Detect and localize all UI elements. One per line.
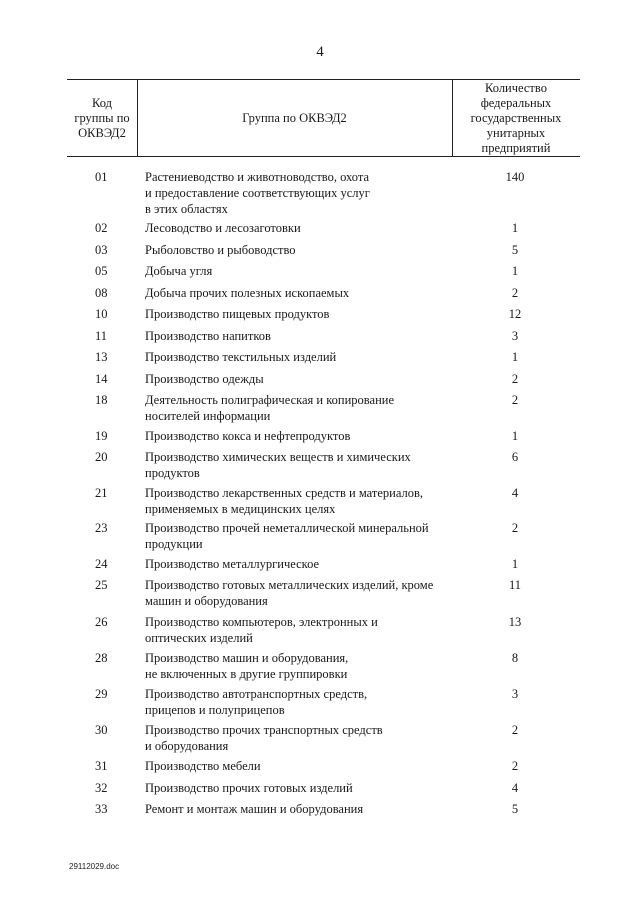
row-code: 10 (95, 307, 108, 321)
row-count: 140 (505, 170, 525, 184)
row-code: 02 (95, 221, 108, 235)
row-count: 2 (511, 521, 519, 535)
row-count: 1 (511, 557, 519, 571)
row-count: 3 (511, 687, 519, 701)
row-code: 21 (95, 486, 108, 500)
row-code: 19 (95, 429, 108, 443)
row-code: 13 (95, 350, 108, 364)
row-name: Производство одежды (145, 372, 264, 386)
row-name: Производство лекарственных средств и материалов, применяемых в медицинских целях (145, 486, 423, 516)
row-name: Ремонт и монтаж машин и оборудования (145, 802, 364, 816)
row-name: Производство готовых металлических изделий, кроме машин и оборудования (145, 578, 434, 608)
row-count: 5 (511, 802, 519, 816)
row-name: Производство прочих готовых изделий (145, 781, 353, 795)
row-count: 4 (511, 781, 519, 795)
row-code: 30 (95, 723, 108, 737)
row-count: 11 (508, 578, 522, 592)
row-count: 13 (508, 615, 522, 629)
row-name: Добыча прочих полезных ископаемых (145, 286, 350, 300)
row-count: 4 (511, 486, 519, 500)
page-number: 4 (316, 44, 324, 60)
row-code: 11 (95, 329, 108, 343)
row-count: 2 (511, 393, 519, 407)
row-name: Рыболовство и рыбоводство (145, 243, 296, 257)
row-count: 1 (511, 264, 519, 278)
row-name: Деятельность полиграфическая и копирование носителей информации (145, 393, 395, 423)
row-name: Производство напитков (145, 329, 271, 343)
header-group-label: Группа по ОКВЭД2 (242, 110, 347, 125)
row-name: Производство химических веществ и химических продуктов (145, 450, 411, 480)
row-count: 8 (511, 651, 519, 665)
row-code: 23 (95, 521, 108, 535)
row-code: 31 (95, 759, 108, 773)
row-count: 1 (511, 350, 519, 364)
row-code: 08 (95, 286, 108, 300)
row-name: Производство пищевых продуктов (145, 307, 330, 321)
row-code: 25 (95, 578, 108, 592)
row-count: 6 (511, 450, 519, 464)
header-code-label: Код группы по ОКВЭД2 (74, 95, 130, 140)
row-name: Производство прочих транспортных средств и оборудования (145, 723, 383, 753)
row-name: Производство текстильных изделий (145, 350, 337, 364)
row-code: 32 (95, 781, 108, 795)
row-name: Производство автотранспортных средств, прицепов и полуприцепов (145, 687, 368, 717)
row-count: 1 (511, 221, 519, 235)
row-count: 5 (511, 243, 519, 257)
row-name: Производство металлургическое (145, 557, 320, 571)
row-code: 01 (95, 170, 108, 184)
row-name: Производство кокса и нефтепродуктов (145, 429, 351, 443)
row-count: 2 (511, 759, 519, 773)
row-name: Лесоводство и лесозаготовки (145, 221, 301, 235)
row-name: Производство прочей неметаллической минеральной продукции (145, 521, 429, 551)
row-code: 03 (95, 243, 108, 257)
row-code: 33 (95, 802, 108, 816)
row-name: Растениеводство и животноводство, охота и предоставление соответствующих услуг в этих областях (145, 170, 370, 216)
row-name: Добыча угля (145, 264, 213, 278)
row-code: 29 (95, 687, 108, 701)
row-code: 24 (95, 557, 108, 571)
row-code: 20 (95, 450, 108, 464)
row-code: 26 (95, 615, 108, 629)
row-name: Производство машин и оборудования, не включенных в другие группировки (145, 651, 349, 681)
row-code: 05 (95, 264, 108, 278)
row-count: 3 (511, 329, 519, 343)
row-code: 28 (95, 651, 108, 665)
row-count: 2 (511, 723, 519, 737)
header-count-label: Количество федеральных государственных унитарных предприятий (470, 80, 562, 155)
row-count: 12 (508, 307, 522, 321)
row-code: 18 (95, 393, 108, 407)
row-code: 14 (95, 372, 108, 386)
footer-filename: 29112029.doc (69, 862, 120, 871)
row-name: Производство компьютеров, электронных и оптических изделий (145, 615, 378, 645)
row-count: 2 (511, 286, 519, 300)
row-count: 2 (511, 372, 519, 386)
row-name: Производство мебели (145, 759, 261, 773)
row-count: 1 (511, 429, 519, 443)
